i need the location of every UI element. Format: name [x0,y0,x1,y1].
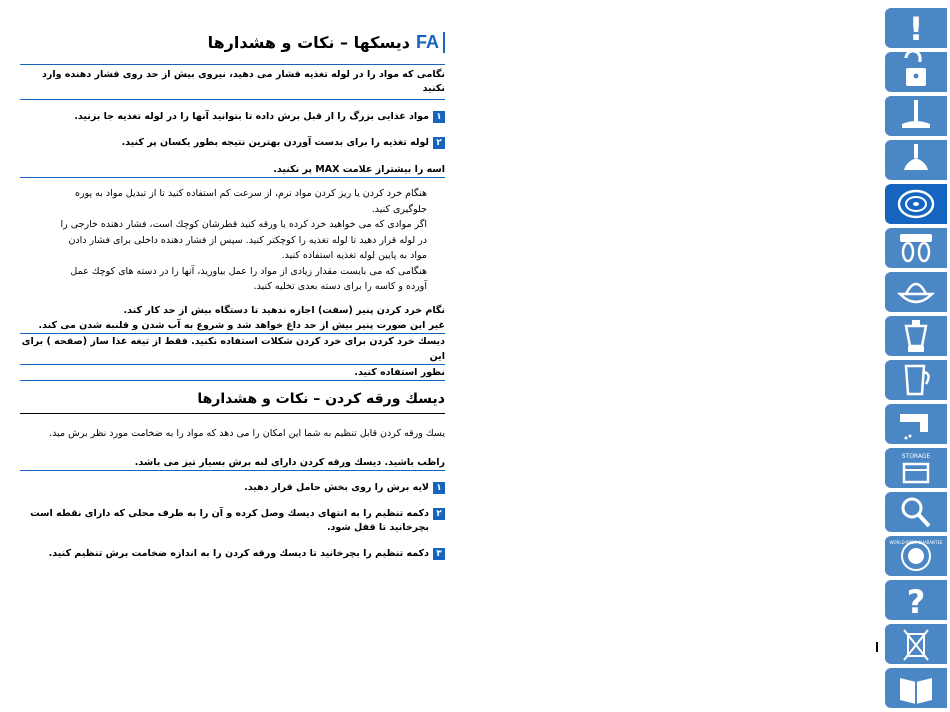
slicing-step-3 [20,547,445,561]
mixer-icon[interactable] [885,228,947,268]
disc-icon[interactable] [885,184,947,224]
jug-icon[interactable] [885,360,947,400]
step-text: لایه برش را روی بخش حامل قرار دهید. [244,481,429,493]
manual-icon[interactable] [885,668,947,708]
step-number: ۲ [433,508,445,520]
step-2 [20,136,445,150]
page-content [20,28,445,573]
step-text: دکمه تنظیم را بچرخانید تا دیسك ورقه کردن را به اندازه ضخامت برش تنظیم کنید. [48,547,429,559]
slicing-intro: یسك ورقه کردن قابل تنظیم به شما این امکان را می دهد که مواد را به ضخامت مورد نظر برش مید. [49,427,445,439]
intro-note: نگامی که مواد را در لوله تغذیه فشار می دهید، نیروی بیش از حد روی فشار دهنده وارد نکنید [20,65,445,100]
blender-icon[interactable] [885,316,947,356]
cheese-note-1: نگام خرد کردن پنیر (سفت) اجازه ندهید تا دستگاه بیش از حد کار کند. [123,304,445,316]
slicing-step-1 [20,481,445,495]
magnifier-icon[interactable] [885,492,947,532]
tip-item: اگر موادی که می خواهید خرد کرده یا ورقه کنید قطرشان کوچك است، فشار دهنده خارجی را در لوله قرار دهید تا لوله تغذیه را کوچکتر کنید. سپس از فشار دهنده داخلی برای فشار دادن مواد به پایین لوله تغذیه استفاده کنید. [60,219,427,261]
step-1 [20,110,445,124]
world-guarantee-icon[interactable] [885,536,947,576]
slicing-step-2 [20,507,445,535]
citrus-press-icon[interactable] [885,272,947,312]
tips-list [20,186,445,295]
tip-item: هنگامی که می بایست مقدار زیادی از مواد را عمل بیاورید، آنها را در دسته های کوچك عمل آورده و کاسه را برای دسته بعدی تخلیه کنید. [70,265,427,292]
svg-text:STORAGE: STORAGE [901,453,931,460]
section-title: دیسك ورقه کردن – نکات و هشدارها [20,381,445,414]
step-number: ۲ [433,137,445,149]
max-note: اسه را بیشتراز علامت MAX پر نکنید. [20,162,445,178]
language-tag: FA [416,32,445,53]
svg-text:?: ? [906,583,926,621]
blade-icon[interactable] [885,96,947,136]
disc-note-2: نظور استفاده کنید. [20,365,445,381]
svg-text:!: ! [908,10,924,48]
step-number: ۱ [433,111,445,123]
sharp-warning: راظب باشید. دیسك ورقه کردن دارای لبه برش بسیار تیز می باشد. [20,455,445,471]
step-text: دکمه تنظیم را به انتهای دیسك وصل کرده و آن را به طرف محلی که دارای نقطه است بچرخانید تا قفل شود. [30,507,429,533]
step-number: ۱ [433,482,445,494]
title-text: دیسکها – نکات و هشدارها [207,32,410,52]
disposal-icon[interactable] [885,624,947,664]
page-title [20,28,445,56]
storage-icon[interactable] [885,448,947,488]
cheese-note-2: غیر این صورت پنیر بیش از حد داغ خواهد شد و شروع به آب شدن و قلنبه شدن می کند. [20,318,445,334]
step-number: ۳ [433,548,445,560]
exclamation-icon[interactable] [885,8,947,48]
icon-sidebar [885,8,950,712]
unlock-icon[interactable] [885,52,947,92]
step-text: مواد غذایی بزرگ را از قبل برش داده تا بتوانید آنها را در لوله تغذیه جا بزنید. [74,111,429,122]
disc-note-1: دیسك خرد کردن برای خرد کردن شکلات استفاده نکنید. فقط از تیغه غذا ساز (صفحه ) برای این [20,334,445,365]
step-text: لوله تغذیه را برای بدست آوردن بهترین نتیجه بطور یکسان پر کنید. [121,137,429,148]
svg-text:WORLD-WIDE GUARANTEE: WORLD-WIDE GUARANTEE [889,540,943,545]
page-marker [876,642,878,652]
dough-hook-icon[interactable] [885,140,947,180]
tip-item: هنگام خرد کردن یا ریز کردن مواد نرم، از سرعت کم استفاده کنید تا از تبدیل مواد به پوره جلوگیری کنید. [75,188,427,215]
question-icon[interactable] [885,580,947,620]
faucet-icon[interactable] [885,404,947,444]
